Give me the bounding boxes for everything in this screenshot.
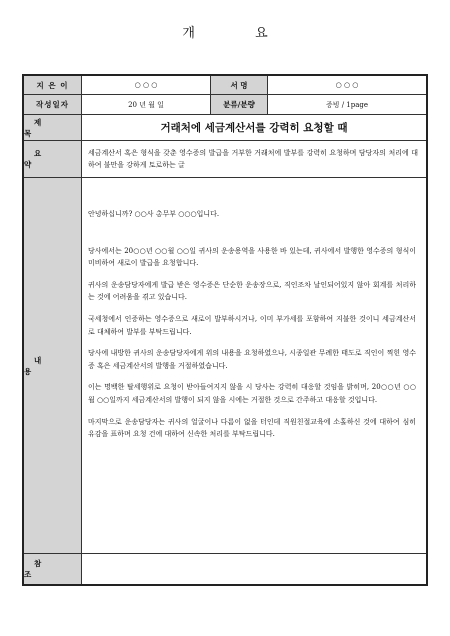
author-row bbox=[24, 76, 426, 95]
subject-label: 제 목 bbox=[24, 115, 82, 140]
category-label: 분류/분량 bbox=[210, 95, 268, 114]
paragraph-greeting: 안녕하십니까? ○○사 총무부 ○○○입니다. bbox=[88, 210, 220, 218]
summary-text: 세금계산서 혹은 형식을 갖춘 영수증의 발급을 거부한 거래처에 발부를 강력히 요청하며 담당자의 처리에 대하여 불만을 강하게 토로하는 글 bbox=[88, 149, 418, 169]
content-label: 내 용 bbox=[24, 178, 82, 553]
document-title: 개 요 bbox=[182, 26, 296, 41]
content-row bbox=[24, 178, 426, 554]
author-label: 지 은 이 bbox=[24, 76, 82, 94]
paragraph-5: 이는 명백한 탈세행위로 요청이 받아들여지지 않을 시 당사는 강력히 대응할 것임을 밝히며, 20○○년 ○○월 ○○일까지 세금계산서의 발행이 되지 않을 시에는 거절한 것으로 간주하고 대응할 것입니다. bbox=[88, 383, 416, 404]
date-value: 20 년 월 일 bbox=[128, 100, 164, 109]
signature-label: 서 명 bbox=[210, 76, 268, 94]
author-value: ○ ○ ○ bbox=[134, 81, 158, 89]
paragraph-4: 당사에 내방한 귀사의 운송담당자에게 위의 내용을 요청하였으나, 시종일관 무례한 태도로 직인이 찍힌 영수증 혹은 세금계산서의 발행을 거절하였습니다. bbox=[88, 349, 416, 370]
reference-label: 참 조 bbox=[24, 554, 82, 584]
paragraph-1: 당사에서는 20○○년 ○○월 ○○일 귀사의 운송용역을 사용한 바 있는데, 귀사에서 발행한 영수증의 형식이 미비하여 새로이 발급을 요청합니다. bbox=[88, 246, 416, 268]
subject-row bbox=[24, 115, 426, 141]
date-row bbox=[24, 95, 426, 115]
category-value: 증빙 / 1page bbox=[325, 100, 369, 109]
content-body bbox=[88, 208, 416, 450]
reference-row bbox=[24, 554, 426, 584]
signature-value: ○ ○ ○ bbox=[335, 81, 359, 89]
subject-value: 거래처에 세금계산서를 강력히 요청할 때 bbox=[160, 122, 348, 134]
paragraph-6: 마지막으로 운송담당자는 귀사의 얼굴이나 다름이 없을 터인데 직원친절교육에 소홀하신 것에 대하여 심히 유감을 표하며 요청 건에 대하여 신속한 처리를 부탁드립니다. bbox=[88, 417, 416, 439]
summary-label: 요 약 bbox=[24, 141, 82, 177]
reference-value bbox=[82, 554, 426, 584]
summary-row bbox=[24, 141, 426, 178]
summary-table bbox=[22, 74, 428, 586]
paragraph-3: 국세청에서 인증하는 영수증으로 새로이 발부하시거나, 이미 부가세를 포함하여 지불한 것이니 세금계산서로 대체하여 발부를 부탁드립니다. bbox=[88, 314, 416, 336]
paragraph-2: 귀사의 운송담당자에게 발급 받은 영수증은 단순한 운송장으로, 직인조차 날인되어있지 않아 회계를 처리하는 것에 어려움을 겪고 있습니다. bbox=[88, 280, 416, 302]
date-label: 작성일자 bbox=[24, 95, 82, 114]
